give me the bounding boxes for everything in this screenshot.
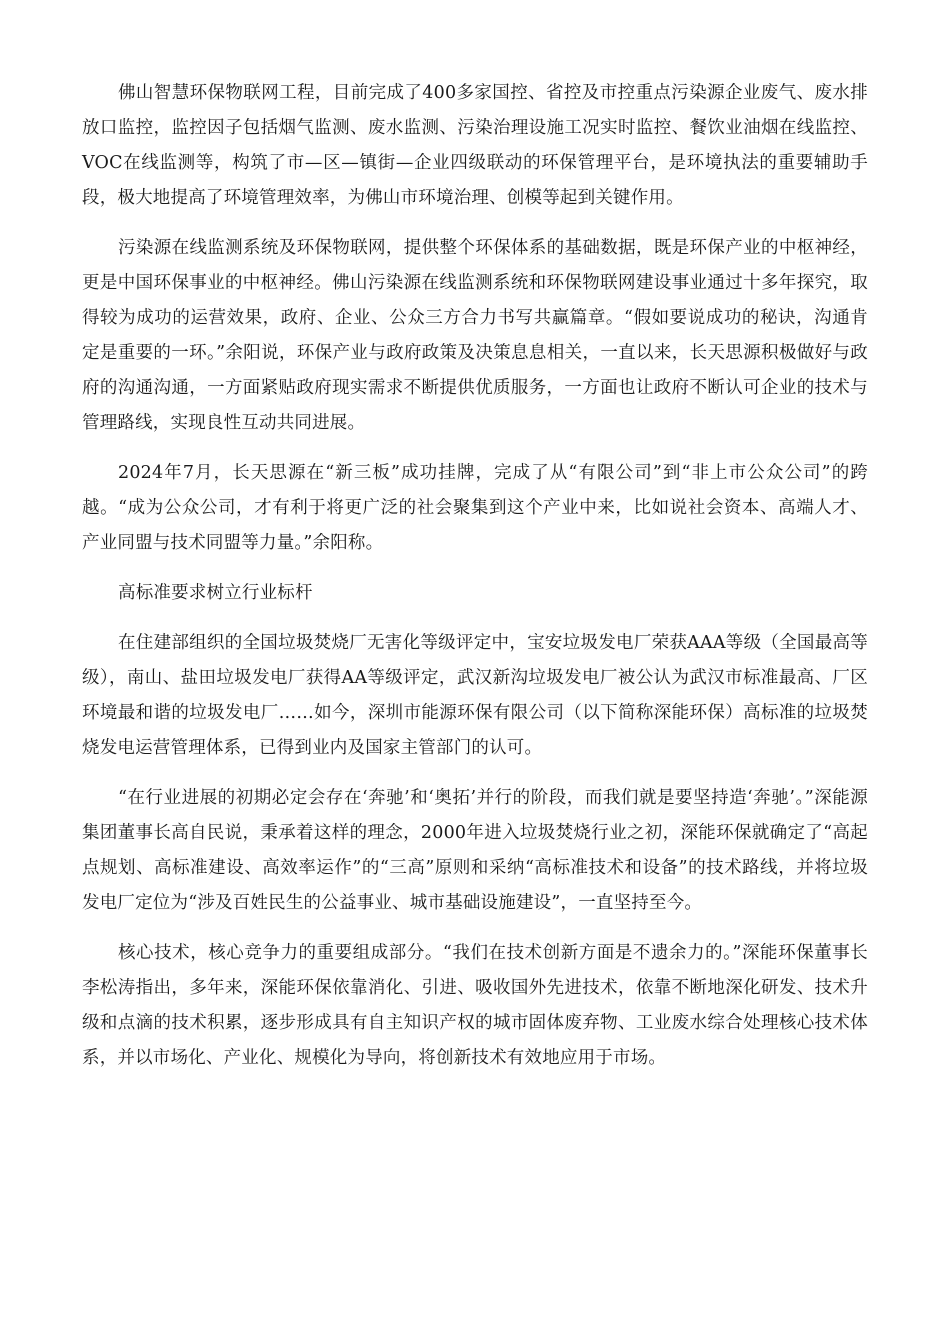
section-subheading: 高标准要求树立行业标杆: [118, 583, 313, 603]
paragraph-new-third-board: 2024年7月，长天思源在“新三板”成功挂牌，完成了从“有限公司”到“非上市公众公司”的跨越。“成为公众公司，才有利于将更广泛的社会聚集到这个产业中来，比如说社会资本、高端人才、产业同盟与技术同盟等力量。”余阳称。: [82, 463, 868, 553]
paragraph-benz-philosophy: “在行业进展的初期必定会存在‘奔驰’和‘奥拓’并行的阶段，而我们就是要坚持造‘奔驰’。”深能源集团董事长高自民说，秉承着这样的理念，2000年进入垃圾焚烧行业之初，深能环保就确定了“高起点规划、高标准建设、高效率运作”的“三高”原则和采纳“高标准技术和设备”的技术路线，并将垃圾发电厂定位为“涉及百姓民生的公益事业、城市基础设施建设”，一直坚持至今。: [82, 788, 868, 913]
paragraph-waste-incineration-rating: 在住建部组织的全国垃圾焚烧厂无害化等级评定中，宝安垃圾发电厂荣获AAA等级（全国最高等级），南山、盐田垃圾发电厂获得AA等级评定，武汉新沟垃圾发电厂被公认为武汉市标准最高、厂区环境最和谐的垃圾发电厂……如今，深圳市能源环保有限公司（以下简称深能环保）高标准的垃圾焚烧发电运营管理体系，已得到业内及国家主管部门的认可。: [82, 633, 868, 758]
paragraph-foshan-iot: 佛山智慧环保物联网工程，目前完成了400多家国控、省控及市控重点污染源企业废气、废水排放口监控，监控因子包括烟气监测、废水监测、污染治理设施工况实时监控、餐饮业油烟在线监控、VOC在线监测等，构筑了市—区—镇街—企业四级联动的环保管理平台，是环境执法的重要辅助手段，极大地提高了环境管理效率，为佛山市环境治理、创模等起到关键作用。: [82, 83, 868, 208]
document-page: [82, 76, 868, 1091]
paragraph-monitoring-system: 污染源在线监测系统及环保物联网，提供整个环保体系的基础数据，既是环保产业的中枢神经，更是中国环保事业的中枢神经。佛山污染源在线监测系统和环保物联网建设事业通过十多年探究，取得较为成功的运营效果，政府、企业、公众三方合力书写共赢篇章。“假如要说成功的秘诀，沟通肯定是重要的一环。”余阳说，环保产业与政府政策及决策息息相关，一直以来，长天思源积极做好与政府的沟通沟通，一方面紧贴政府现实需求不断提供优质服务，一方面也让政府不断认可企业的技术与管理路线，实现良性互动共同进展。: [82, 238, 868, 433]
paragraph-core-technology: 核心技术，核心竞争力的重要组成部分。“我们在技术创新方面是不遗余力的。”深能环保董事长李松涛指出，多年来，深能环保依靠消化、引进、吸收国外先进技术，依靠不断地深化研发、技术升级和点滴的技术积累，逐步形成具有自主知识产权的城市固体废弃物、工业废水综合处理核心技术体系，并以市场化、产业化、规模化为导向，将创新技术有效地应用于市场。: [82, 943, 868, 1068]
